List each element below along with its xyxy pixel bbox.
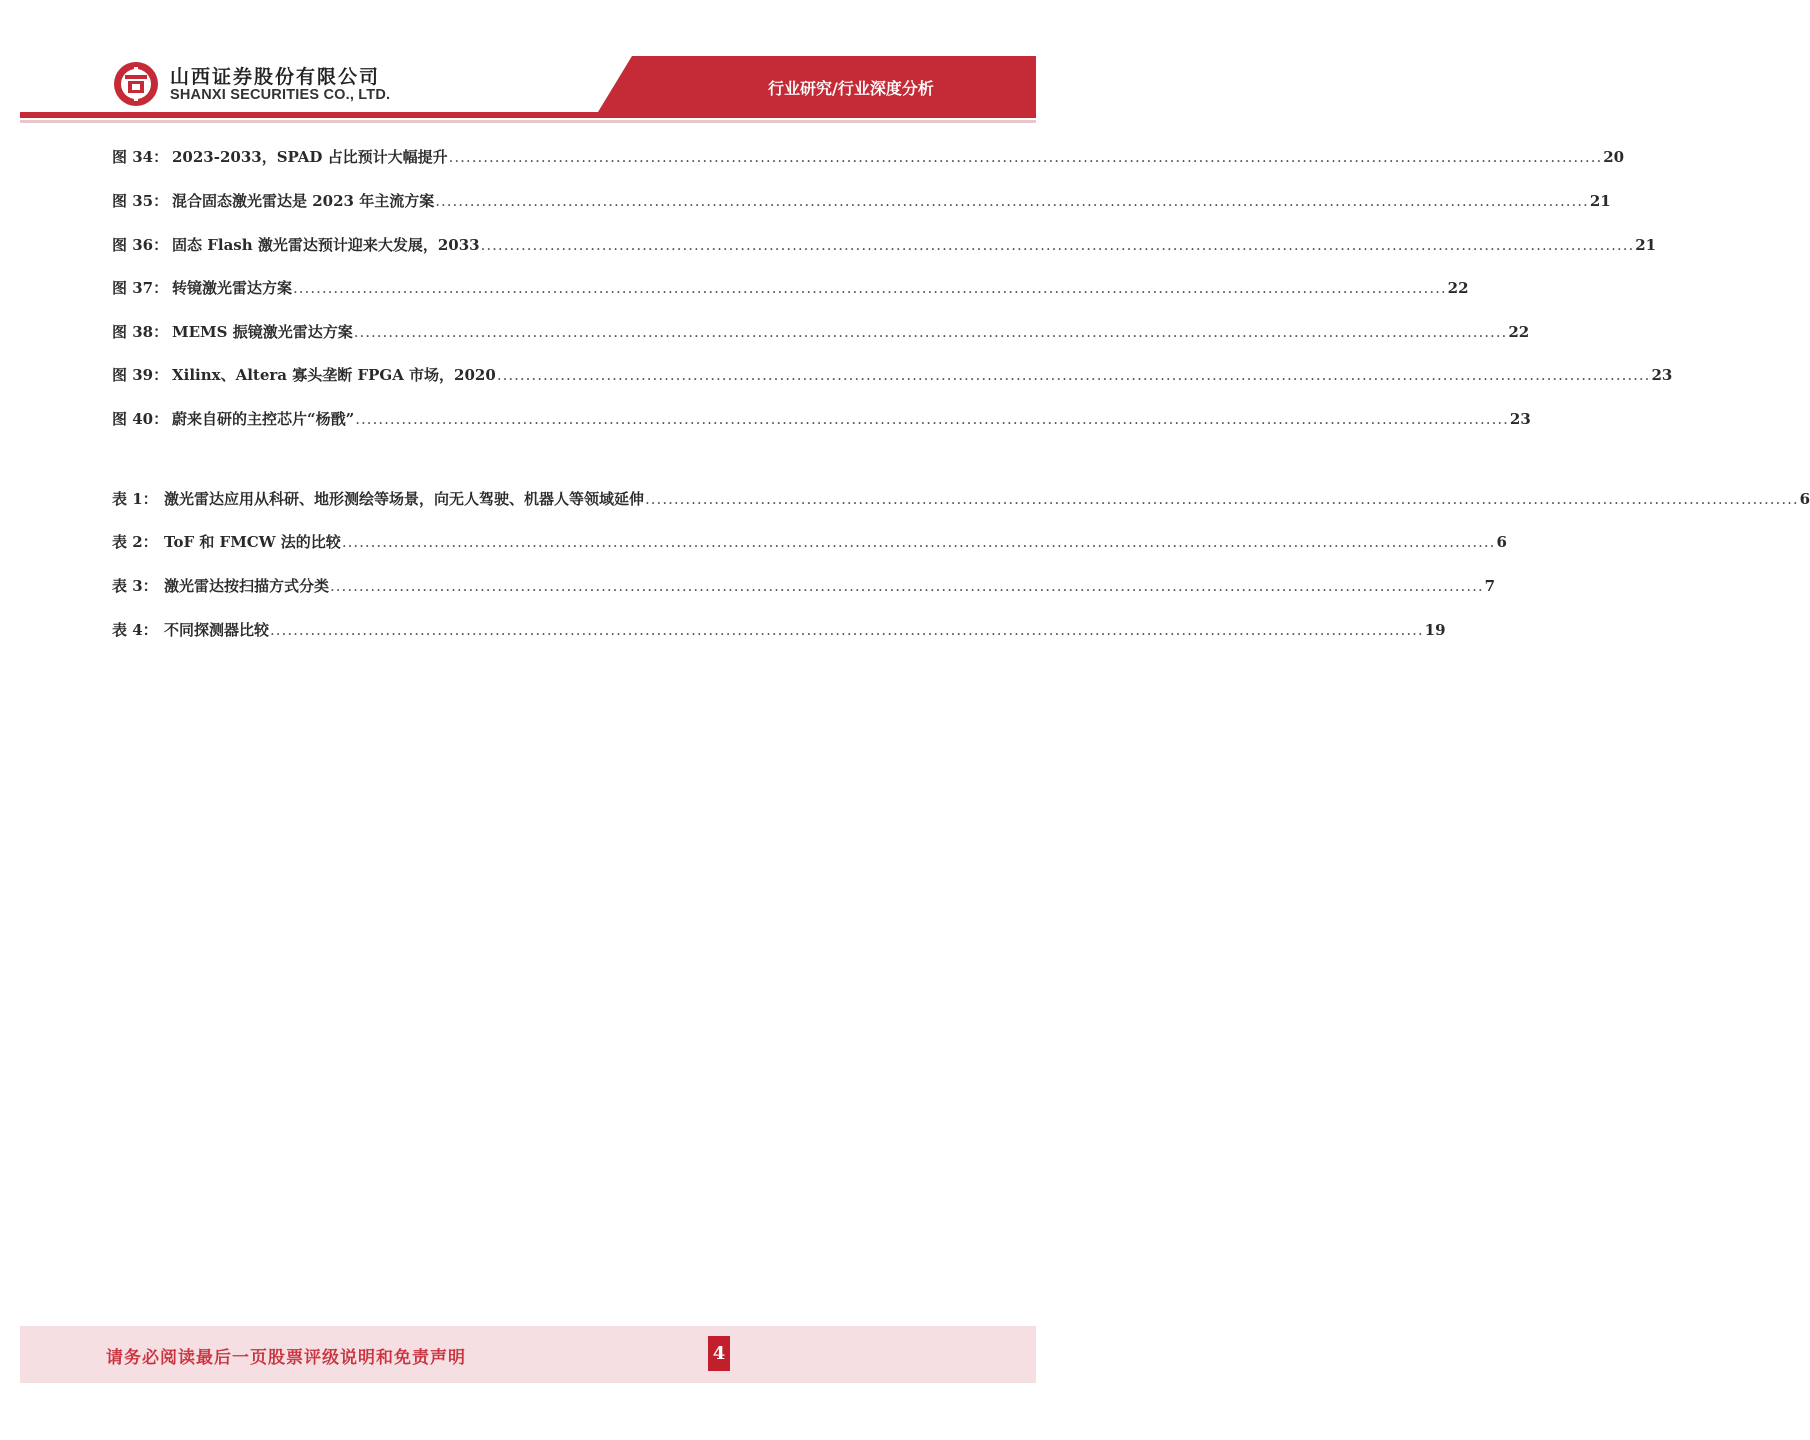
toc-entry-title: 蔚来自研的主控芯片“杨戬”: [172, 410, 355, 428]
toc-entry-figure-37[interactable]: [112, 277, 1469, 299]
toc-leader-dots: ........................................................................................................................................................................................................: [435, 192, 1589, 210]
toc-entry-label: 表 2：: [112, 533, 158, 551]
page-header: [0, 0, 1080, 130]
toc-entry-page: 21: [1589, 192, 1611, 210]
company-logo-icon: [112, 60, 160, 108]
toc-entry-figure-39[interactable]: [112, 364, 1673, 386]
toc-entry-label: 图 36：: [112, 236, 169, 254]
company-name-cn: 山西证券股份有限公司: [170, 66, 381, 88]
toc-entry-page: 20: [1603, 148, 1625, 166]
toc-entry-page: 7: [1484, 577, 1496, 595]
toc-entry-page: 21: [1635, 236, 1657, 254]
toc-entry-label: 图 35：: [112, 192, 169, 210]
toc-entry-label: 图 40：: [112, 410, 169, 428]
toc-leader-dots: ........................................................................................................................................................................................................: [270, 621, 1424, 639]
toc-entry-table-4[interactable]: [112, 619, 1446, 641]
toc-entry-title: 激光雷达按扫描方式分类: [164, 577, 330, 595]
toc-entry-label: 表 4：: [112, 621, 158, 639]
toc-entry-page: 22: [1508, 323, 1530, 341]
toc-entry-label: 图 38：: [112, 323, 169, 341]
toc-entry-figure-35[interactable]: [112, 190, 1611, 212]
toc-entry-title: 2023-2033，SPAD 占比预计大幅提升: [172, 148, 448, 166]
toc-entry-figure-40[interactable]: [112, 408, 1531, 430]
toc-entry-title: Xilinx、Altera 寡头垄断 FPGA 市场，2020: [172, 366, 496, 384]
toc-entry-page: 22: [1447, 279, 1469, 297]
toc-entry-figure-36[interactable]: [112, 234, 1657, 256]
toc-entry-title: 激光雷达应用从科研、地形测绘等场景，向无人驾驶、机器人等领域延伸: [164, 490, 645, 508]
toc-entry-label: 表 3：: [112, 577, 158, 595]
toc-leader-dots: ........................................................................................................................................................................................................: [293, 279, 1447, 297]
toc-entry-table-1[interactable]: [112, 488, 1810, 510]
toc-leader-dots: ........................................................................................................................................................................................................: [496, 366, 1651, 384]
toc-entry-page: 6: [1799, 490, 1810, 508]
toc-entry-table-2[interactable]: [112, 531, 1507, 553]
toc-entry-label: 表 1：: [112, 490, 158, 508]
page-number: 4: [708, 1336, 730, 1371]
toc-entry-title: 混合固态激光雷达是 2023 年主流方案: [172, 192, 435, 210]
toc-leader-dots: ........................................................................................................................................................................................................: [480, 236, 1635, 254]
toc-leader-dots: ........................................................................................................................................................................................................: [448, 148, 1603, 166]
toc-entry-figure-38[interactable]: [112, 321, 1530, 343]
toc-entry-page: 6: [1496, 533, 1507, 551]
toc-entry-page: 23: [1509, 410, 1531, 428]
toc-leader-dots: ........................................................................................................................................................................................................: [341, 533, 1496, 551]
company-name-en: SHANXI SECURITIES CO., LTD.: [170, 87, 391, 103]
toc-leader-dots: ........................................................................................................................................................................................................: [330, 577, 1484, 595]
toc-entry-title: 不同探测器比较: [164, 621, 270, 639]
toc-leader-dots: ........................................................................................................................................................................................................: [353, 323, 1508, 341]
toc-entry-title: ToF 和 FMCW 法的比较: [164, 533, 341, 551]
toc-entry-title: MEMS 振镜激光雷达方案: [172, 323, 353, 341]
toc-entry-label: 图 39：: [112, 366, 169, 384]
toc-entry-page: 19: [1424, 621, 1446, 639]
report-category: 行业研究/行业深度分析: [768, 79, 934, 98]
toc-entry-label: 图 34：: [112, 148, 169, 166]
page-footer: [20, 1326, 1036, 1383]
toc-leader-dots: ........................................................................................................................................................................................................: [355, 410, 1509, 428]
toc-leader-dots: ........................................................................................................................................................................................................: [645, 490, 1799, 508]
disclaimer-note: 请务必阅读最后一页股票评级说明和免责声明: [106, 1348, 466, 1368]
toc-entry-page: 23: [1651, 366, 1673, 384]
toc-entry-title: 固态 Flash 激光雷达预计迎来大发展，2033: [172, 236, 480, 254]
toc-entry-table-3[interactable]: [112, 575, 1496, 597]
toc-entry-title: 转镜激光雷达方案: [172, 279, 293, 297]
toc-entry-figure-34[interactable]: [112, 146, 1625, 168]
toc-entry-label: 图 37：: [112, 279, 169, 297]
